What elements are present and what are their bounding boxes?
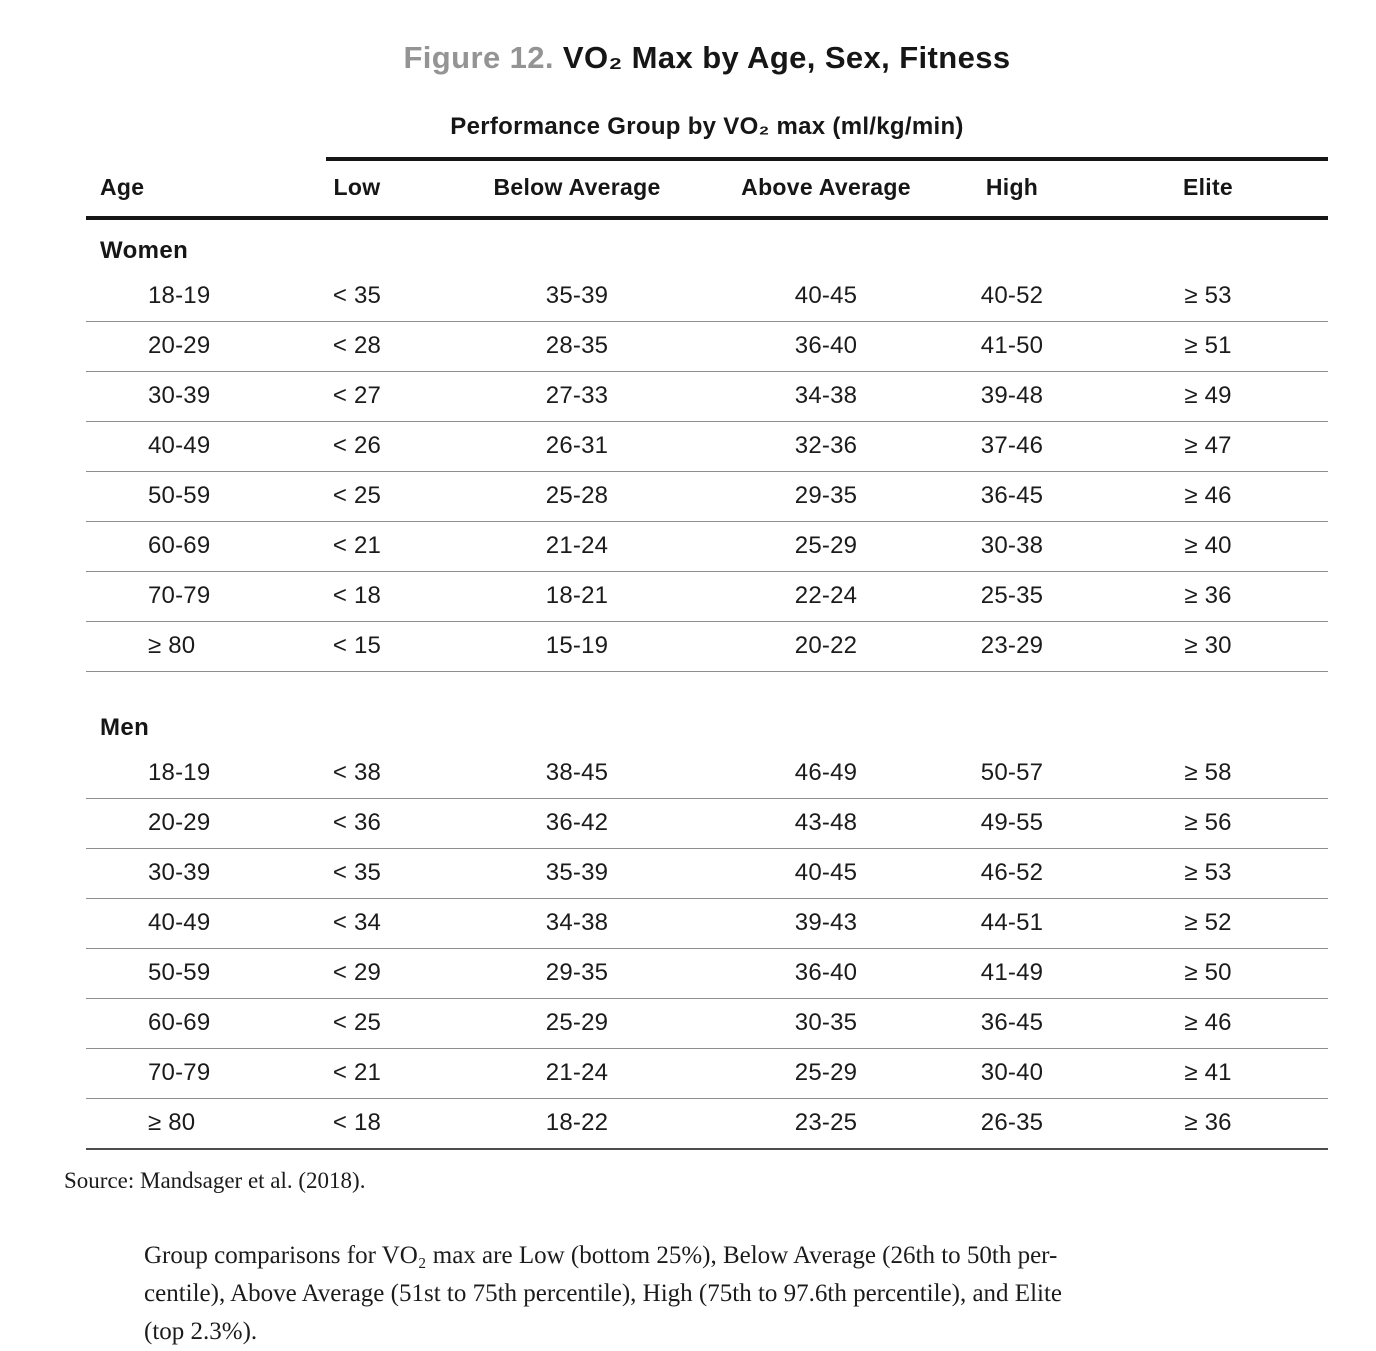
- table-row: [86, 622, 1328, 672]
- value-cell: 38-45: [438, 749, 716, 799]
- value-cell: < 15: [276, 622, 438, 672]
- column-header-elite: Elite: [1088, 161, 1328, 218]
- value-cell: < 25: [276, 999, 438, 1049]
- value-cell: 25-29: [716, 1049, 936, 1099]
- value-cell: 36-42: [438, 799, 716, 849]
- column-header-below-average: Below Average: [438, 161, 716, 218]
- table-row: [86, 472, 1328, 522]
- value-cell: 25-35: [936, 572, 1088, 622]
- table-row: [86, 322, 1328, 372]
- value-cell: 23-25: [716, 1099, 936, 1150]
- table-row: [86, 749, 1328, 799]
- value-cell: 35-39: [438, 849, 716, 899]
- table-header: [86, 161, 1328, 218]
- age-cell: 30-39: [86, 372, 276, 422]
- value-cell: 36-45: [936, 999, 1088, 1049]
- header-row: [86, 161, 1328, 218]
- table-row: [86, 799, 1328, 849]
- value-cell: < 25: [276, 472, 438, 522]
- vo2-table-wrap: [86, 157, 1328, 1150]
- value-cell: 49-55: [936, 799, 1088, 849]
- value-cell: 32-36: [716, 422, 936, 472]
- value-cell: ≥ 47: [1088, 422, 1328, 472]
- value-cell: 40-45: [716, 272, 936, 322]
- age-cell: 70-79: [86, 1049, 276, 1099]
- age-cell: 20-29: [86, 322, 276, 372]
- table-row: [86, 372, 1328, 422]
- age-cell: 70-79: [86, 572, 276, 622]
- value-cell: 15-19: [438, 622, 716, 672]
- value-cell: 36-40: [716, 322, 936, 372]
- value-cell: 41-50: [936, 322, 1088, 372]
- table-row: [86, 572, 1328, 622]
- value-cell: < 35: [276, 272, 438, 322]
- value-cell: 39-48: [936, 372, 1088, 422]
- age-cell: 50-59: [86, 472, 276, 522]
- value-cell: ≥ 36: [1088, 572, 1328, 622]
- value-cell: 28-35: [438, 322, 716, 372]
- age-cell: 30-39: [86, 849, 276, 899]
- age-cell: 60-69: [86, 522, 276, 572]
- caption-line: (top 2.3%).: [144, 1318, 258, 1345]
- value-cell: 36-40: [716, 949, 936, 999]
- value-cell: < 38: [276, 749, 438, 799]
- value-cell: 18-21: [438, 572, 716, 622]
- value-cell: ≥ 53: [1088, 849, 1328, 899]
- value-cell: 46-49: [716, 749, 936, 799]
- age-cell: ≥ 80: [86, 1099, 276, 1150]
- caption-line: centile), Above Average (51st to 75th percentile), High (75th to 97.6th percentile), and Elite: [144, 1280, 1063, 1307]
- section-name: Women: [100, 237, 189, 264]
- age-cell: 40-49: [86, 899, 276, 949]
- value-cell: ≥ 51: [1088, 322, 1328, 372]
- table-body: [86, 218, 1328, 1149]
- value-cell: < 27: [276, 372, 438, 422]
- value-cell: 40-52: [936, 272, 1088, 322]
- age-cell: 18-19: [86, 272, 276, 322]
- value-cell: 21-24: [438, 522, 716, 572]
- value-cell: < 36: [276, 799, 438, 849]
- value-cell: 36-45: [936, 472, 1088, 522]
- value-cell: 34-38: [438, 899, 716, 949]
- value-cell: 43-48: [716, 799, 936, 849]
- value-cell: 22-24: [716, 572, 936, 622]
- table-row: [86, 1049, 1328, 1099]
- value-cell: 30-38: [936, 522, 1088, 572]
- table-row: [86, 272, 1328, 322]
- section-header-row: [86, 672, 1328, 750]
- figure-title-text: VO₂ Max by Age, Sex, Fitness: [562, 40, 1011, 75]
- figure-caption: [144, 1237, 1274, 1351]
- value-cell: ≥ 58: [1088, 749, 1328, 799]
- value-cell: 25-28: [438, 472, 716, 522]
- value-cell: 25-29: [438, 999, 716, 1049]
- value-cell: 40-45: [716, 849, 936, 899]
- value-cell: ≥ 52: [1088, 899, 1328, 949]
- value-cell: ≥ 53: [1088, 272, 1328, 322]
- value-cell: 41-49: [936, 949, 1088, 999]
- table-row: [86, 899, 1328, 949]
- value-cell: 26-31: [438, 422, 716, 472]
- value-cell: ≥ 30: [1088, 622, 1328, 672]
- value-cell: 39-43: [716, 899, 936, 949]
- value-cell: ≥ 46: [1088, 999, 1328, 1049]
- value-cell: 25-29: [716, 522, 936, 572]
- value-cell: 27-33: [438, 372, 716, 422]
- value-cell: 21-24: [438, 1049, 716, 1099]
- figure-number-label: Figure 12.: [403, 40, 554, 75]
- table-row: [86, 849, 1328, 899]
- age-cell: ≥ 80: [86, 622, 276, 672]
- value-cell: ≥ 56: [1088, 799, 1328, 849]
- value-cell: < 29: [276, 949, 438, 999]
- value-cell: 34-38: [716, 372, 936, 422]
- column-header-above-average: Above Average: [716, 161, 936, 218]
- value-cell: 35-39: [438, 272, 716, 322]
- section-header-row: [86, 218, 1328, 272]
- age-cell: 50-59: [86, 949, 276, 999]
- value-cell: ≥ 40: [1088, 522, 1328, 572]
- value-cell: 20-22: [716, 622, 936, 672]
- value-cell: 26-35: [936, 1099, 1088, 1150]
- table-row: [86, 949, 1328, 999]
- column-header-low: Low: [276, 161, 438, 218]
- value-cell: < 21: [276, 1049, 438, 1099]
- table-row: [86, 1099, 1328, 1150]
- value-cell: ≥ 50: [1088, 949, 1328, 999]
- value-cell: < 26: [276, 422, 438, 472]
- value-cell: 18-22: [438, 1099, 716, 1150]
- value-cell: < 18: [276, 1099, 438, 1150]
- column-header-high: High: [936, 161, 1088, 218]
- value-cell: < 34: [276, 899, 438, 949]
- value-cell: 30-35: [716, 999, 936, 1049]
- value-cell: 46-52: [936, 849, 1088, 899]
- value-cell: 44-51: [936, 899, 1088, 949]
- value-cell: ≥ 41: [1088, 1049, 1328, 1099]
- vo2-max-table: [86, 161, 1328, 1150]
- age-cell: 40-49: [86, 422, 276, 472]
- value-cell: 30-40: [936, 1049, 1088, 1099]
- age-cell: 60-69: [86, 999, 276, 1049]
- value-cell: 23-29: [936, 622, 1088, 672]
- value-cell: 29-35: [438, 949, 716, 999]
- caption-line: Group comparisons for VO₂ max are Low (bottom 25%), Below Average (26th to 50th per-: [144, 1242, 1058, 1269]
- table-row: [86, 522, 1328, 572]
- source-line: Source: Mandsager et al. (2018).: [64, 1168, 366, 1193]
- table-row: [86, 422, 1328, 472]
- value-cell: ≥ 49: [1088, 372, 1328, 422]
- value-cell: 29-35: [716, 472, 936, 522]
- value-cell: < 21: [276, 522, 438, 572]
- column-header-age: Age: [86, 161, 276, 218]
- value-cell: < 28: [276, 322, 438, 372]
- table-row: [86, 999, 1328, 1049]
- value-cell: < 18: [276, 572, 438, 622]
- age-cell: 18-19: [86, 749, 276, 799]
- figure-title: [86, 0, 1328, 76]
- value-cell: 37-46: [936, 422, 1088, 472]
- value-cell: < 35: [276, 849, 438, 899]
- value-cell: ≥ 36: [1088, 1099, 1328, 1150]
- value-cell: ≥ 46: [1088, 472, 1328, 522]
- value-cell: 50-57: [936, 749, 1088, 799]
- section-name: Men: [100, 714, 150, 741]
- table-subtitle: Performance Group by VO₂ max (ml/kg/min): [450, 113, 964, 140]
- age-cell: 20-29: [86, 799, 276, 849]
